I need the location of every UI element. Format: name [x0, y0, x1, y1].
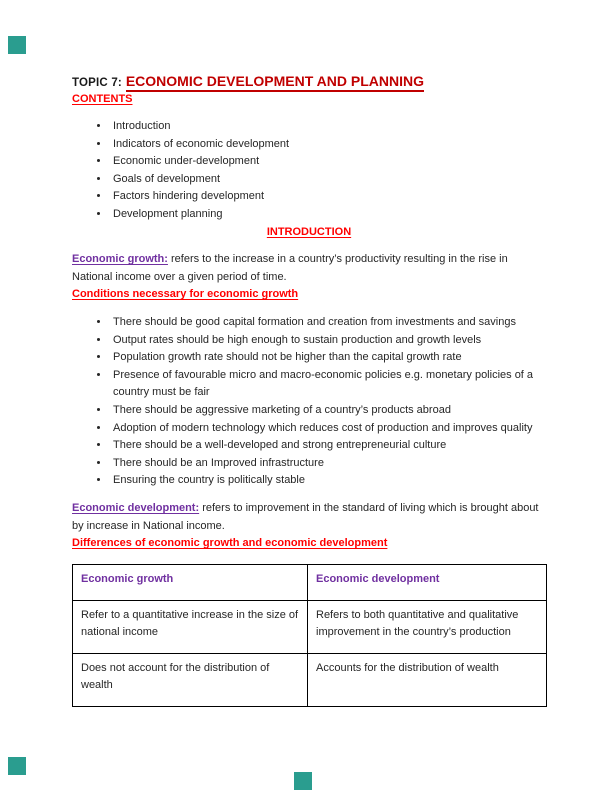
- list-item: • Economic under-development: [110, 153, 546, 171]
- list-item: • Indicators of economic development: [110, 136, 546, 154]
- list-item: • Presence of favourable micro and macro-economic policies e.g. monetary policies of a country must be fair: [110, 367, 546, 402]
- topic-number: TOPIC 7:: [72, 77, 122, 89]
- table-header-row: [73, 564, 547, 600]
- differences-heading: Differences of economic growth and economic development: [72, 537, 388, 550]
- table-cell: Refer to a quantitative increase in the size of national income: [73, 600, 308, 653]
- list-item: • Output rates should be high enough to sustain production and growth levels: [110, 332, 546, 350]
- page-marker-bottom-left-icon: [8, 757, 26, 775]
- table-cell: Refers to both quantitative and qualitative improvement in the country’s production: [308, 600, 547, 653]
- economic-growth-definition: [72, 251, 546, 286]
- contents-heading: CONTENTS: [72, 92, 133, 105]
- list-item: • There should be aggressive marketing of a country’s products abroad: [110, 402, 546, 420]
- definition-text: refers to the increase in a country’s productivity resulting in the rise in National income over a given period of time.: [72, 253, 508, 283]
- list-item: • Ensuring the country is politically stable: [110, 472, 546, 490]
- list-item: • There should be a well-developed and strong entrepreneurial culture: [110, 437, 546, 455]
- page-title: [72, 73, 546, 91]
- list-item: • Adoption of modern technology which reduces cost of production and improves quality: [110, 420, 546, 438]
- list-item: • There should be good capital formation and creation from investments and savings: [110, 314, 546, 332]
- economic-development-definition: [72, 500, 546, 535]
- document-content: [72, 73, 546, 707]
- economic-development-term: Economic development:: [72, 501, 200, 514]
- topic-title: ECONOMIC DEVELOPMENT AND PLANNING: [126, 73, 424, 92]
- table-row: [73, 653, 547, 706]
- economic-growth-term: Economic growth:: [72, 253, 168, 266]
- definition-text: refers to improvement in the standard of living which is brought about by increase in National income.: [72, 501, 539, 532]
- column-header: Economic growth: [73, 564, 308, 600]
- list-item: • Factors hindering development: [110, 188, 546, 206]
- page-marker-bottom-center-icon: [294, 772, 312, 790]
- table-cell: Accounts for the distribution of wealth: [308, 653, 547, 706]
- table-row: [73, 600, 547, 653]
- conditions-heading: Conditions necessary for economic growth: [72, 288, 299, 301]
- list-item: • Goals of development: [110, 171, 546, 189]
- list-item: • There should be an Improved infrastructure: [110, 455, 546, 473]
- contents-list: [72, 118, 546, 224]
- introduction-heading: INTRODUCTION: [266, 225, 352, 238]
- list-item: • Development planning: [110, 206, 546, 224]
- list-item: • Introduction: [110, 118, 546, 136]
- list-item: • Population growth rate should not be higher than the capital growth rate: [110, 349, 546, 367]
- table-cell: Does not account for the distribution of wealth: [73, 653, 308, 706]
- comparison-table: [72, 564, 547, 707]
- page-marker-top-left-icon: [8, 36, 26, 54]
- column-header: Economic development: [308, 564, 547, 600]
- conditions-list: [72, 314, 546, 490]
